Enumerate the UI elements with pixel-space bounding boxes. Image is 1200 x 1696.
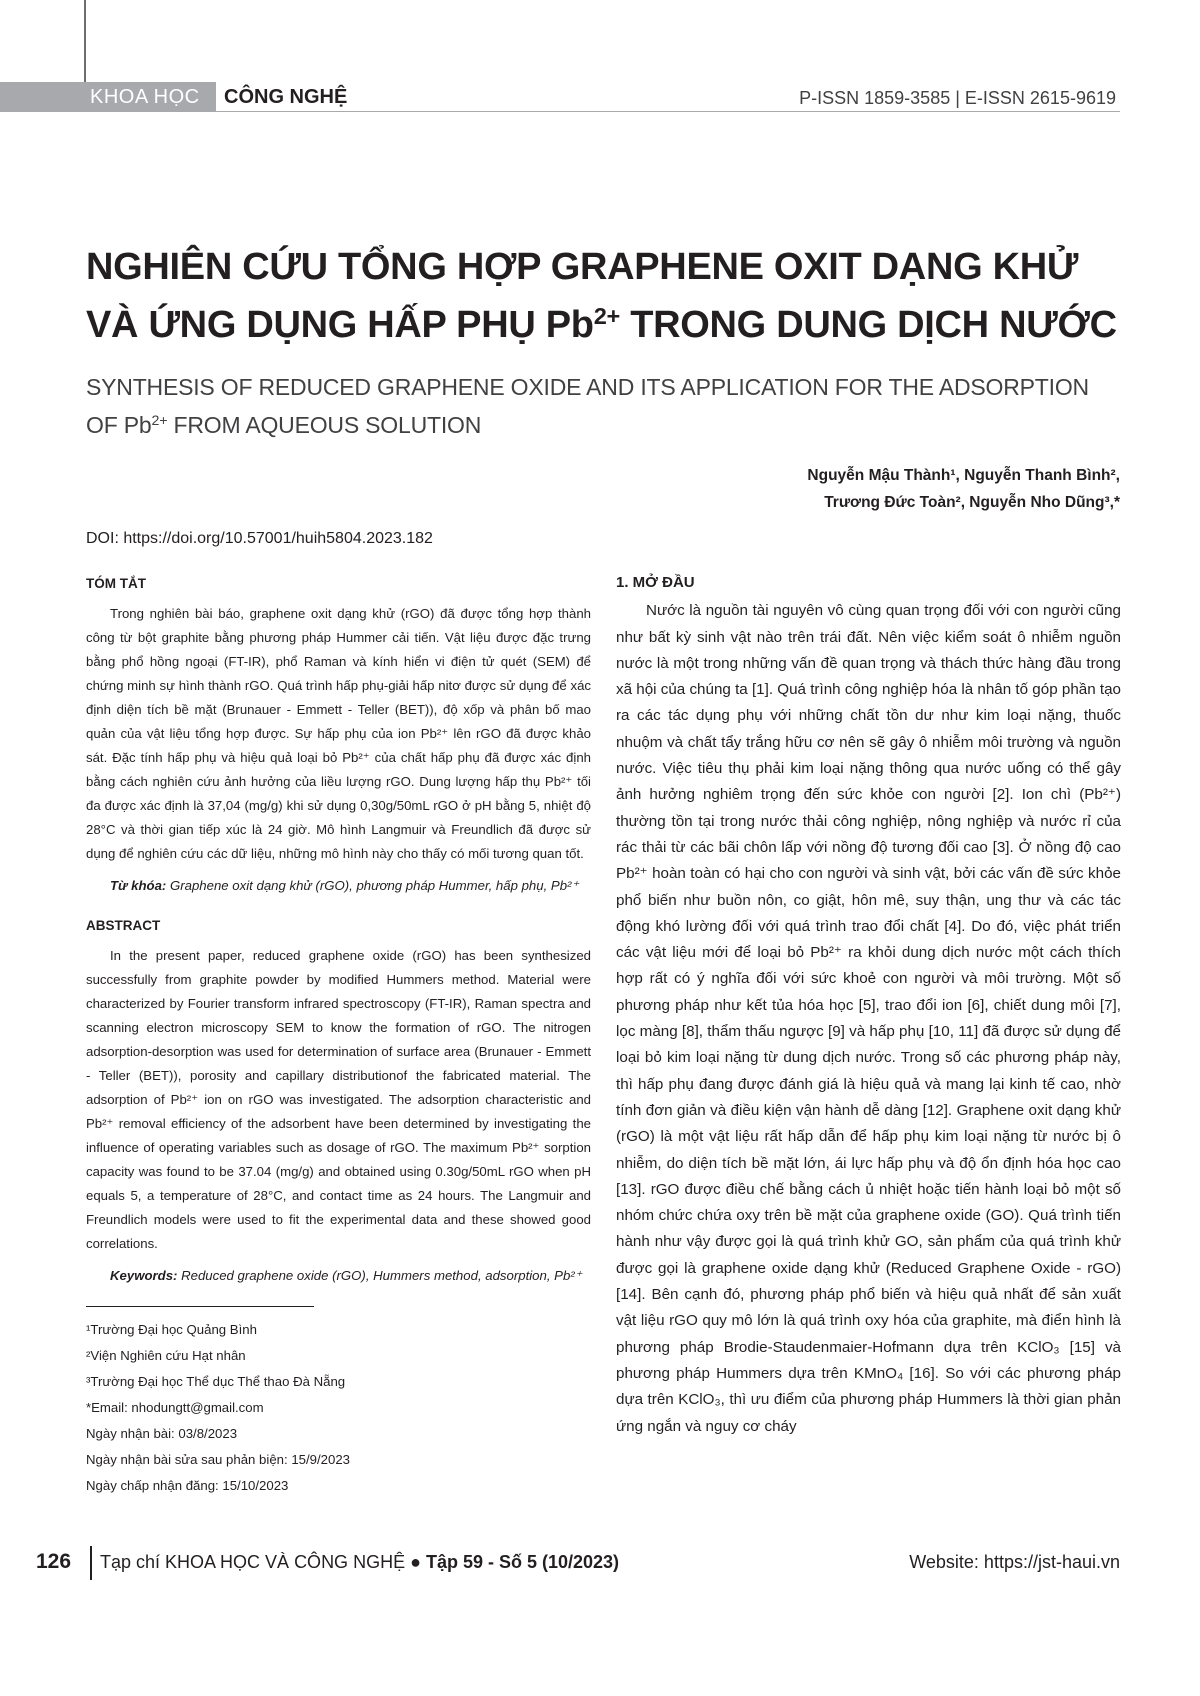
header-vertical-line xyxy=(84,0,86,92)
footer-website[interactable]: Website: https://jst-haui.vn xyxy=(909,1552,1120,1572)
abstract-keywords: Keywords: Reduced graphene oxide (rGO), Hummers method, adsorption, Pb²⁺ xyxy=(110,1268,582,1283)
page-footer xyxy=(0,1546,1200,1586)
header-section-left: KHOA HỌC xyxy=(90,86,200,108)
footer-separator xyxy=(90,1546,92,1580)
title-vi-line1: NGHIÊN CỨU TỔNG HỢP GRAPHENE OXIT DẠNG KHỬ xyxy=(86,246,1079,288)
title-en-line2: OF $Pb^{2+}$ FROM AQUEOUS SOLUTION xyxy=(86,412,482,438)
title-en-line1: SYNTHESIS OF REDUCED GRAPHENE OXIDE AND ITS APPLICATION FOR THE ADSORPTION xyxy=(86,374,1089,400)
title-vi-line2: VÀ ỨNG DỤNG HẤP PHỤ $Pb^{2+}$ TRONG DUNG DỊCH NƯỚC xyxy=(86,303,1117,346)
footnote-affiliation-1: ¹Trường Đại học Quảng Bình xyxy=(86,1322,257,1337)
footer-journal: Tạp chí KHOA HỌC VÀ CÔNG NGHỆ ● Tập 59 - Số 5 (10/2023) xyxy=(100,1552,620,1572)
footnote-accepted: Ngày chấp nhận đăng: 15/10/2023 xyxy=(86,1478,289,1493)
tomtat-body: Trong nghiên bài báo, graphene oxit dạng khử (rGO) đã được tổng hợp thành công từ bột graphite bằng phương pháp Hummer cải tiến. Vật liệu được đặc trưng bằng phổ hồng ngoại (FT-IR), phổ Raman và kính hiển vi điện tử quét (SEM) để chứng minh sự hình thành rGO. Quá trình hấp phụ-giải hấp nitơ được sử dụng để xác định diện tích bề mặt (Brunauer - Emmett - Teller (BET)), độ xốp và phân bố mao quản của vật liệu tổng hợp được. Sự hấp phụ của ion Pb²⁺ lên rGO đã được khảo sát. Đặc tính hấp phụ và hiệu quả loại bỏ Pb²⁺ của chất hấp phụ đã được xác định bằng cách nghiên cứu ảnh hưởng của liều lượng rGO. Dung lượng hấp thụ Pb²⁺ tối đa được xác định là 37,04 (mg/g) khi sử dụng 0,30g/50mL rGO ở pH bằng 5, nhiệt độ 28°C và thời gian tiếp xúc là 24 giờ. Mô hình Langmuir và Freundlich đã được sử dụng để nghiên cứu các dữ liệu, những mô hình này cho thấy có mối tương quan tốt. xyxy=(86,606,591,861)
footnote-received: Ngày nhận bài: 03/8/2023 xyxy=(86,1426,238,1441)
intro-heading: 1. MỞ ĐẦU xyxy=(616,574,695,591)
abstract-body: In the present paper, reduced graphene oxide (rGO) has been synthesized successfully from graphite powder by modified Hummers method. Material were characterized by Fourier transform infrared spectroscopy (FT-IR), Raman spectra and scanning electron microscopy SEM to know the formation of rGO. The nitrogen adsorption-desorption was used for determination of surface area (Brunauer - Emmett - Teller (BET)), porosity and capillary distributionof the fabricated material. The adsorption of Pb²⁺ ion on rGO was investigated. The adsorption characteristic and Pb²⁺ removal efficiency of the adsorbent have been determined by investigating the influence of operating variables such as dosage of rGO. The maximum Pb²⁺ sorption capacity was found to be 37.04 (mg/g) and obtained using 0.30g/50mL rGO when pH equals 5, a temperature of 28°C, and contact time as 24 hours. The Langmuir and Freundlich models were used to fit the experimental data and these showed good correlations. xyxy=(86,948,591,1251)
footnote-affiliation-2: ²Viện Nghiên cứu Hạt nhân xyxy=(86,1348,246,1363)
authors-line1: Nguyễn Mậu Thành¹, Nguyễn Thanh Bình², xyxy=(807,467,1120,484)
left-column xyxy=(86,572,591,1499)
footnote-rule xyxy=(86,1306,314,1307)
abstract-heading: ABSTRACT xyxy=(86,918,161,933)
title-vietnamese xyxy=(86,238,1126,354)
running-header xyxy=(0,82,1120,112)
tomtat-heading: TÓM TẮT xyxy=(86,576,146,591)
intro-body: Nước là nguồn tài nguyên vô cùng quan trọng đối với con người cũng như bất kỳ sinh vật nào trên trái đất. Nên việc kiểm soát ô nhiễm nguồn nước là một trong những vấn đề quan trọng và thách thức hàng đầu trong xã hội của chúng ta [1]. Quá trình công nghiệp hóa là nhân tố góp phần tạo ra các tác dụng phụ với những chất tồn dư như kim loại nặng, thuốc nhuộm và chất tẩy trắng hữu cơ nên sẽ gây ô nhiễm môi trường và nguồn nước. Việc tiêu thụ phải kim loại nặng thông qua nước uống có thể gây ảnh hưởng nghiêm trọng đến sức khỏe con người [2]. Ion chì (Pb²⁺) thường tồn tại trong nước thải công nghiệp, nông nghiệp và nước rỉ của rác thải từ các bãi chôn lấp với nồng độ tương đối cao [3]. Ở nồng độ cao Pb²⁺ hoàn toàn có hại cho con người và sinh vật, bởi các vấn đề sức khỏe phổ biến như buồn nôn, co giật, hôn mê, suy thận, ung thư và các tác động khó lường đối với quá trình trao đổi chất [4]. Do đó, việc phát triển các vật liệu mới để loại bỏ Pb²⁺ ra khỏi dung dịch nước một cách thích hợp rất có ý nghĩa đối với sức khoẻ con người và môi trường. Một số phương pháp như kết tủa hóa học [5], trao đổi ion [6], chiết dung môi [7], lọc màng [8], thẩm thấu ngược [9] và hấp phụ [10, 11] đã được sử dụng để loại bỏ kim loại nặng từ dung dịch nước. Trong số các phương pháp này, thì hấp phụ đang được đánh giá là hiệu quả và mang lại kinh tế cao, nhờ tính đơn giản và điều kiện vận hành dễ dàng [12]. Graphene oxit dạng khử (rGO) là một vật liệu rất hấp dẫn để hấp phụ kim loại nặng từ nước bị ô nhiễm, do diện tích bề mặt lớn, ái lực hấp phụ và độ ổn định hóa học cao [13]. rGO được điều chế bằng cách ủ nhiệt hoặc tiến hành loại bỏ một số nhóm chức chứa oxy trên bề mặt của graphene oxide (GO). Quá trình tiến hành như vậy được gọi là quá trình khử GO, sản phẩm của quá trình khử được gọi là graphene oxide dạng khử (Reduced Graphene Oxide - rGO) [14]. Bên cạnh đó, phương pháp phổ biến và hiệu quả nhất để sản xuất vật liệu rGO quy mô lớn là quá trình oxy hóa của graphite, mà điển hình là phương pháp Brodie-Staudenmaier-Hofmann dựa trên KClO₃ [15] và phương pháp Hummers dựa trên KMnO₄ [16]. So với các phương pháp dựa trên KClO₃, thì ưu điểm của phương pháp Hummers là thời gian phản ứng ngắn và nguy cơ cháy xyxy=(616,602,1121,1435)
author-list xyxy=(807,462,1120,516)
header-rule xyxy=(216,111,1120,112)
tomtat-keywords: Từ khóa: Graphene oxit dạng khử (rGO), phương pháp Hummer, hấp phụ, Pb²⁺ xyxy=(110,878,579,893)
header-section-right: CÔNG NGHỆ xyxy=(224,86,348,108)
right-column xyxy=(616,570,1121,1440)
header-issn: P-ISSN 1859-3585 | E-ISSN 2615-9619 xyxy=(799,88,1116,108)
footnote-revised: Ngày nhận bài sửa sau phản biện: 15/9/2023 xyxy=(86,1452,350,1467)
title-english xyxy=(86,368,1126,444)
doi-link[interactable]: DOI: https://doi.org/10.57001/huih5804.2023.182 xyxy=(86,530,433,547)
page-number: 126 xyxy=(36,1550,72,1573)
footnote-email: *Email: nhodungtt@gmail.com xyxy=(86,1400,264,1415)
authors-line2: Trương Đức Toàn², Nguyễn Nho Dũng³,* xyxy=(824,494,1120,511)
footnote-affiliation-3: ³Trường Đại học Thể dục Thể thao Đà Nẵng xyxy=(86,1374,346,1389)
